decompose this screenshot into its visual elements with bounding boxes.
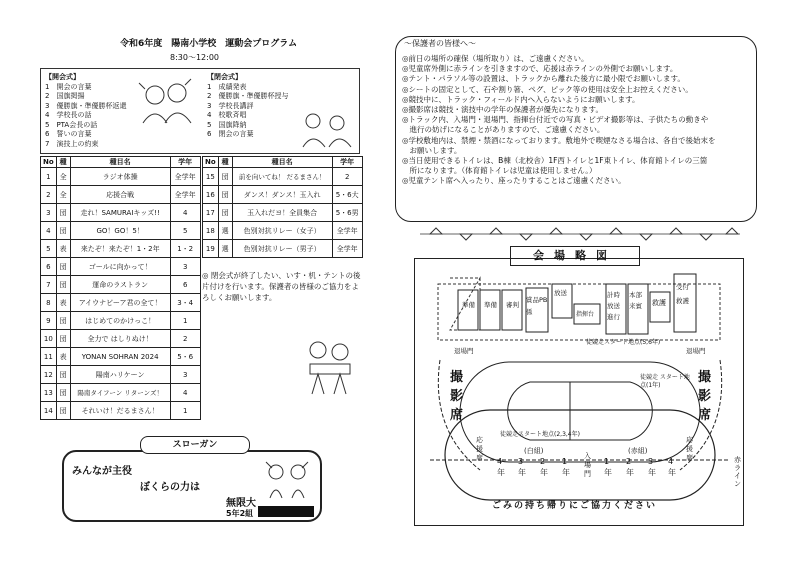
table-cell: 2 bbox=[332, 168, 362, 186]
opening-list bbox=[45, 73, 126, 149]
table-cell: それいけ！だるまさん！ bbox=[70, 402, 170, 420]
program-title: 令和6年度 陽南小学校 運動会プログラム bbox=[120, 39, 298, 49]
tent-label: 準備 bbox=[462, 301, 475, 309]
tent-label: 放送 bbox=[554, 289, 567, 297]
slogan-author: 5年2組 bbox=[226, 509, 254, 518]
table-cell: ゴールに向かって！ bbox=[70, 258, 170, 276]
closing-item: 3 学校長講評 bbox=[207, 101, 254, 110]
white-seat-grade: 1年 bbox=[562, 457, 570, 477]
program-table-right bbox=[202, 156, 363, 258]
table-cell: 全 bbox=[56, 168, 70, 186]
table-cell: 団 bbox=[56, 402, 70, 420]
start-point-56: 徒競走スタート地点(5,6年) bbox=[586, 339, 661, 346]
table-cell: 6 bbox=[41, 258, 57, 276]
table-row bbox=[41, 168, 201, 186]
table-cell: 色別対抗リレー（女子） bbox=[232, 222, 332, 240]
table-cell: 陽南ハリケーン bbox=[70, 366, 170, 384]
table-row bbox=[41, 240, 201, 258]
slogan-line-1: みんなが主役 bbox=[72, 466, 132, 477]
table-cell: 1 bbox=[170, 402, 200, 420]
venue-map-title: 会場略図 bbox=[510, 246, 640, 266]
tent-label: 審判 bbox=[506, 301, 519, 309]
table-row bbox=[203, 204, 363, 222]
table-cell: 団 bbox=[56, 204, 70, 222]
notice-line: ◎当日使用できるトイレは、B棟（北校舎）1F西トイレと1F東トイレ、体育館トイレの三箇 bbox=[402, 156, 708, 166]
table-cell: 表 bbox=[56, 294, 70, 312]
tent-label: 受付 救護 bbox=[676, 283, 689, 305]
red-team-label: (赤組) bbox=[628, 447, 648, 455]
table-cell: 11 bbox=[41, 348, 57, 366]
notice-line: ◎トラック内、入場門・退場門、指揮台付近での写真・ビデオ撮影等は、子供たちの動きや bbox=[402, 115, 709, 125]
table-cell: 団 bbox=[56, 330, 70, 348]
notice-line: ◎前日の場所の確保（場所取り）は、ご遠慮ください。 bbox=[402, 54, 589, 63]
start-point-1: 徒競走 スタート地点(1年) bbox=[640, 374, 690, 389]
table-row bbox=[203, 168, 363, 186]
table-cell: ラジオ体操 bbox=[70, 168, 170, 186]
trash-notice: ごみの持ち帰りにご協力ください bbox=[492, 501, 658, 511]
col-cat: 種 bbox=[218, 157, 232, 168]
red-seat-grade: 4年 bbox=[668, 457, 676, 477]
table-row bbox=[41, 384, 201, 402]
red-seat-grade: 3年 bbox=[648, 457, 656, 477]
notice-line: お願いします。 bbox=[402, 145, 462, 155]
slogan-line-3: 無限大 bbox=[226, 498, 256, 509]
table-cell: 4 bbox=[170, 204, 200, 222]
white-seat-grade: 2年 bbox=[540, 457, 548, 477]
photo-area-right: 撮影席 bbox=[698, 370, 712, 423]
tent-label: 指揮台 bbox=[576, 311, 595, 318]
table-row bbox=[41, 294, 201, 312]
notice-line: ◎撮影席は競技・演技中の学年の保護者が優先になります。 bbox=[402, 105, 603, 115]
guardians-title: 〜保護者の皆様へ〜 bbox=[404, 39, 476, 48]
table-cell: GO！GO！5！ bbox=[70, 222, 170, 240]
table-cell: 3 bbox=[170, 366, 200, 384]
col-grade: 学年 bbox=[332, 157, 362, 168]
table-row bbox=[41, 348, 201, 366]
spectator-area-left: 応援席 bbox=[476, 436, 483, 462]
closing-item: 6 閉会の言葉 bbox=[207, 130, 254, 138]
table-cell: 団 bbox=[56, 276, 70, 294]
closing-heading: 【閉会式】 bbox=[207, 73, 242, 81]
table-row bbox=[41, 186, 201, 204]
program-time: 8:30〜12:00 bbox=[170, 53, 220, 62]
notice-line: ◎児童テント席へ入ったり、座ったりすることはご遠慮ください。 bbox=[402, 176, 626, 186]
slogan-line-2: ぼくらの力は bbox=[140, 482, 200, 493]
spectator-area-right: 応援席 bbox=[686, 436, 693, 462]
table-cell: 1 bbox=[41, 168, 57, 186]
table-cell: 14 bbox=[41, 402, 57, 420]
table-cell: 団 bbox=[56, 258, 70, 276]
start-point-234: 徒競走スタート地点(2,3,4年) bbox=[500, 431, 580, 438]
notice-line: ◎競技中に、トラック・フィールド内へ入らないようにお願いします。 bbox=[402, 94, 640, 104]
table-row bbox=[41, 222, 201, 240]
table-row bbox=[203, 186, 363, 204]
table-row bbox=[203, 222, 363, 240]
table-cell: 7 bbox=[41, 276, 57, 294]
opening-item: 6 誓いの言葉 bbox=[45, 130, 92, 138]
table-cell: 16 bbox=[203, 186, 219, 204]
white-seat-grade: 4年 bbox=[497, 457, 505, 477]
slogan-title: スローガン bbox=[140, 436, 250, 454]
table-cell: アイウナビーア君の全て！ bbox=[70, 294, 170, 312]
table-cell: 前を向いてね！ だるまさん！ bbox=[232, 168, 332, 186]
cleanup-notice: ◎ 閉会式が終了したい、いす・机・テントの後片付けを行います。保護者の皆様のご協力をよろしくお願いします。 bbox=[202, 271, 361, 302]
table-row bbox=[41, 366, 201, 384]
table-row bbox=[41, 276, 201, 294]
white-seat-grade: 3年 bbox=[518, 457, 526, 477]
guardians-notice-lines bbox=[402, 54, 752, 187]
table-row bbox=[41, 402, 201, 420]
redacted-name bbox=[258, 506, 314, 517]
enter-gate-label: 入場門 bbox=[584, 452, 591, 478]
tent-label: 準備 bbox=[484, 301, 497, 309]
table-cell: 表 bbox=[56, 348, 70, 366]
opening-heading: 【開会式】 bbox=[45, 73, 80, 81]
table-row bbox=[41, 204, 201, 222]
table-cell: 色別対抗リレー（男子） bbox=[232, 240, 332, 258]
table-cell: 3 bbox=[41, 204, 57, 222]
table-cell: 団 bbox=[56, 312, 70, 330]
table-row bbox=[41, 312, 201, 330]
table-cell: 17 bbox=[203, 204, 219, 222]
program-table-left bbox=[40, 156, 201, 420]
table-cell: 5 bbox=[41, 240, 57, 258]
tent-label: 本部 来賓 bbox=[629, 291, 642, 310]
red-line-label: 赤ライン bbox=[734, 456, 741, 488]
col-cat: 種 bbox=[56, 157, 70, 168]
table-cell: 3・4 bbox=[170, 294, 200, 312]
table-cell: 団 bbox=[56, 384, 70, 402]
col-grade: 学年 bbox=[170, 157, 200, 168]
red-seat-grade: 1年 bbox=[604, 457, 612, 477]
white-team-label: (白組) bbox=[524, 447, 544, 455]
closing-item: 1 成績発表 bbox=[207, 82, 247, 91]
col-no: No bbox=[41, 157, 57, 168]
table-cell: 来たぞ！来たぞ！1・2年 bbox=[70, 240, 170, 258]
table-cell: 団 bbox=[218, 204, 232, 222]
table-cell: 2 bbox=[41, 186, 57, 204]
exit-gate-label: 退場門 bbox=[686, 347, 706, 355]
table-cell: 8 bbox=[41, 294, 57, 312]
ceremony-box bbox=[40, 68, 360, 154]
table-cell: 4 bbox=[170, 384, 200, 402]
table-row bbox=[41, 330, 201, 348]
table-cell: 全 bbox=[56, 186, 70, 204]
table-cell: 団 bbox=[56, 222, 70, 240]
exit-gate-label: 退場門 bbox=[454, 347, 474, 355]
table-cell: 選 bbox=[218, 240, 232, 258]
opening-item: 5 PTA会長の話 bbox=[45, 120, 98, 129]
table-cell: 表 bbox=[56, 240, 70, 258]
table-cell: 陽南タイフーン リターンズ！ bbox=[70, 384, 170, 402]
table-cell: 全力で はしりぬけ！ bbox=[70, 330, 170, 348]
table-cell: 全学年 bbox=[332, 240, 362, 258]
col-no: No bbox=[203, 157, 219, 168]
table-cell: 13 bbox=[41, 384, 57, 402]
table-cell: 走れ！SAMURAIキッズ!! bbox=[70, 204, 170, 222]
opening-item: 4 学校長の話 bbox=[45, 111, 92, 119]
tent-label: 救護 bbox=[652, 299, 666, 307]
table-row bbox=[203, 240, 363, 258]
table-cell: 9 bbox=[41, 312, 57, 330]
opening-item: 1 開会の言葉 bbox=[45, 82, 92, 91]
table-cell: 10 bbox=[41, 330, 57, 348]
table-cell: 5・6 bbox=[170, 348, 200, 366]
table-cell: 2 bbox=[170, 330, 200, 348]
red-seat-grade: 2年 bbox=[626, 457, 634, 477]
kids-carrying-illustration bbox=[300, 330, 360, 400]
notice-line: 進行の妨げになることがありますので、ご遠慮ください。 bbox=[402, 125, 605, 135]
notice-line: ◎児童席外側に赤ラインを引きますので、応援は赤ラインの外側でお願いします。 bbox=[402, 64, 678, 74]
kids-waving-illustration bbox=[262, 458, 314, 502]
opening-item: 2 国旗掲揚 bbox=[45, 92, 85, 100]
table-cell: 玉入れだヨ！全員集合 bbox=[232, 204, 332, 222]
opening-item: 3 優勝旗・準優勝杯返還 bbox=[45, 101, 127, 110]
table-cell: 5 bbox=[170, 222, 200, 240]
table-cell: 運命のラストラン bbox=[70, 276, 170, 294]
table-cell: 応援合戦 bbox=[70, 186, 170, 204]
table-cell: 全学年 bbox=[170, 168, 200, 186]
table-cell: 全学年 bbox=[332, 222, 362, 240]
table-cell: はじめてのかけっこ！ bbox=[70, 312, 170, 330]
table-cell: 1・2 bbox=[170, 240, 200, 258]
col-name: 種目名 bbox=[232, 157, 332, 168]
table-cell: 15 bbox=[203, 168, 219, 186]
table-cell: 3 bbox=[170, 258, 200, 276]
table-cell: 12 bbox=[41, 366, 57, 384]
table-cell: YONAN SOHRAN 2024 bbox=[70, 348, 170, 366]
table-cell: ダンス！ダンス！玉入れ bbox=[232, 186, 332, 204]
table-cell: 19 bbox=[203, 240, 219, 258]
table-cell: 全学年 bbox=[170, 186, 200, 204]
table-cell: 18 bbox=[203, 222, 219, 240]
closing-item: 5 国旗降納 bbox=[207, 120, 247, 129]
flag-garland-decoration bbox=[420, 226, 740, 242]
tent-label: 賞品PB係 bbox=[526, 296, 548, 316]
table-cell: 選 bbox=[218, 222, 232, 240]
relay-kids-illustration bbox=[297, 105, 357, 151]
opening-item: 7 演技上の約束 bbox=[45, 139, 99, 148]
notice-line: 所になります。（体育館トイレは児童は使用しません。） bbox=[402, 166, 597, 176]
notice-line: ◎シートの固定として、石や割り箸、ペグ、ピック等の使用は安全上お控えください。 bbox=[402, 84, 693, 94]
cheering-kids-illustration bbox=[135, 73, 199, 133]
photo-area-left: 撮影席 bbox=[450, 370, 464, 423]
closing-item: 2 優勝旗・準優勝杯授与 bbox=[207, 92, 289, 100]
table-cell: 4 bbox=[41, 222, 57, 240]
col-name: 種目名 bbox=[70, 157, 170, 168]
table-cell: 1 bbox=[170, 312, 200, 330]
table-row bbox=[41, 258, 201, 276]
closing-list bbox=[207, 73, 288, 140]
table-cell: 6 bbox=[170, 276, 200, 294]
notice-line: ◎テント・パラソル等の設置は、トラックから離れた後方に最小限でお願いします。 bbox=[402, 74, 685, 84]
notice-line: ◎学校敷地内は、禁煙・禁酒になっております。敷地外で喫煙なさる場合は、各自で後始末を bbox=[402, 135, 716, 145]
table-cell: 団 bbox=[218, 168, 232, 186]
table-cell: 5・6大 bbox=[332, 186, 362, 204]
closing-item: 4 校歌斉唱 bbox=[207, 111, 247, 119]
tent-label: 計時 放送 進行 bbox=[607, 291, 620, 321]
table-cell: 団 bbox=[56, 366, 70, 384]
table-cell: 5・6男 bbox=[332, 204, 362, 222]
table-cell: 団 bbox=[218, 186, 232, 204]
